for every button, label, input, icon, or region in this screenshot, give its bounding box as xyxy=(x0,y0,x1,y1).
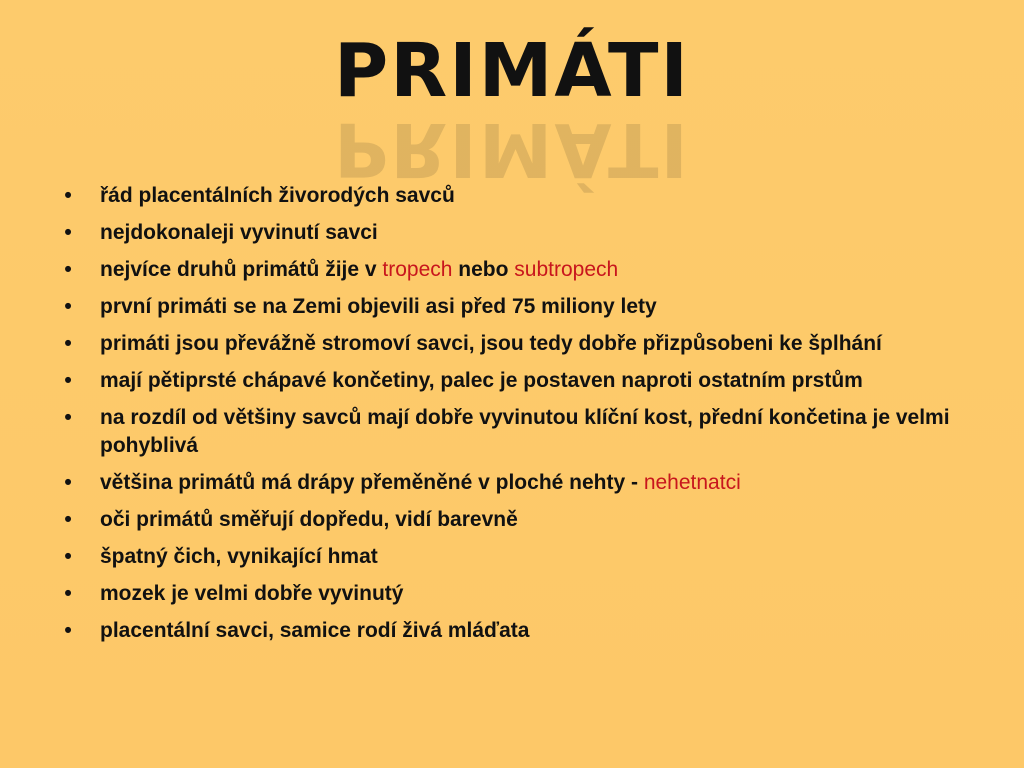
bullet-item xyxy=(58,219,978,247)
bullet-item xyxy=(58,293,978,321)
bullet-text: oči primátů směřují dopředu, vidí barevně xyxy=(100,508,518,531)
bullet-icon: • xyxy=(64,582,72,605)
bullet-item xyxy=(58,469,978,497)
title-reflection-text: PRIMÁTI xyxy=(334,106,690,192)
bullet-icon: • xyxy=(64,332,72,355)
bullet-item xyxy=(58,330,978,358)
bullet-text: nejdokonaleji vyvinutí savci xyxy=(100,221,378,244)
bullet-icon: • xyxy=(64,221,72,244)
bullet-item xyxy=(58,404,978,460)
bullet-icon: • xyxy=(64,258,72,281)
highlight-term-tropech: tropech xyxy=(382,258,453,281)
bullet-text: primáti jsou převážně stromoví savci, jsou tedy dobře přizpůsobeni ke šplhání xyxy=(100,332,882,355)
bullet-item xyxy=(58,367,978,395)
bullet-item xyxy=(58,543,978,571)
bullet-text-connector: nebo xyxy=(452,258,515,281)
title-reflection xyxy=(0,106,1024,192)
bullet-text: špatný čich, vynikající hmat xyxy=(100,545,378,568)
bullet-text: většina primátů má drápy přeměněné v ploché nehty - xyxy=(100,471,644,494)
bullet-text: mozek je velmi dobře vyvinutý xyxy=(100,582,404,605)
bullet-list xyxy=(58,182,978,654)
bullet-text: placentální savci, samice rodí živá mláďata xyxy=(100,619,530,642)
bullet-text: první primáti se na Zemi objevili asi před 75 miliony lety xyxy=(100,295,657,318)
bullet-text: řád placentálních živorodých savců xyxy=(100,184,455,207)
bullet-item xyxy=(58,182,978,210)
bullet-text: mají pětiprsté chápavé končetiny, palec je postaven naproti ostatním prstům xyxy=(100,369,863,392)
bullet-icon: • xyxy=(64,184,72,207)
bullet-item xyxy=(58,617,978,645)
bullet-icon: • xyxy=(64,406,72,429)
highlight-term-nehetnatci: nehetnatci xyxy=(643,471,741,494)
slide-title: PRIMÁTI xyxy=(334,28,690,114)
bullet-icon: • xyxy=(64,508,72,531)
bullet-icon: • xyxy=(64,545,72,568)
bullet-icon: • xyxy=(64,471,72,494)
bullet-text: nejvíce druhů primátů žije v xyxy=(100,258,383,281)
bullet-item xyxy=(58,256,978,284)
bullet-icon: • xyxy=(64,369,72,392)
bullet-item xyxy=(58,580,978,608)
bullet-text: na rozdíl od většiny savců mají dobře vyvinutou klíční kost, přední končetina je velmi pohyblivá xyxy=(100,406,950,457)
highlight-term-subtropech: subtropech xyxy=(514,258,619,281)
bullet-item xyxy=(58,506,978,534)
bullet-icon: • xyxy=(64,295,72,318)
title-area xyxy=(0,30,1024,112)
bullet-icon: • xyxy=(64,619,72,642)
